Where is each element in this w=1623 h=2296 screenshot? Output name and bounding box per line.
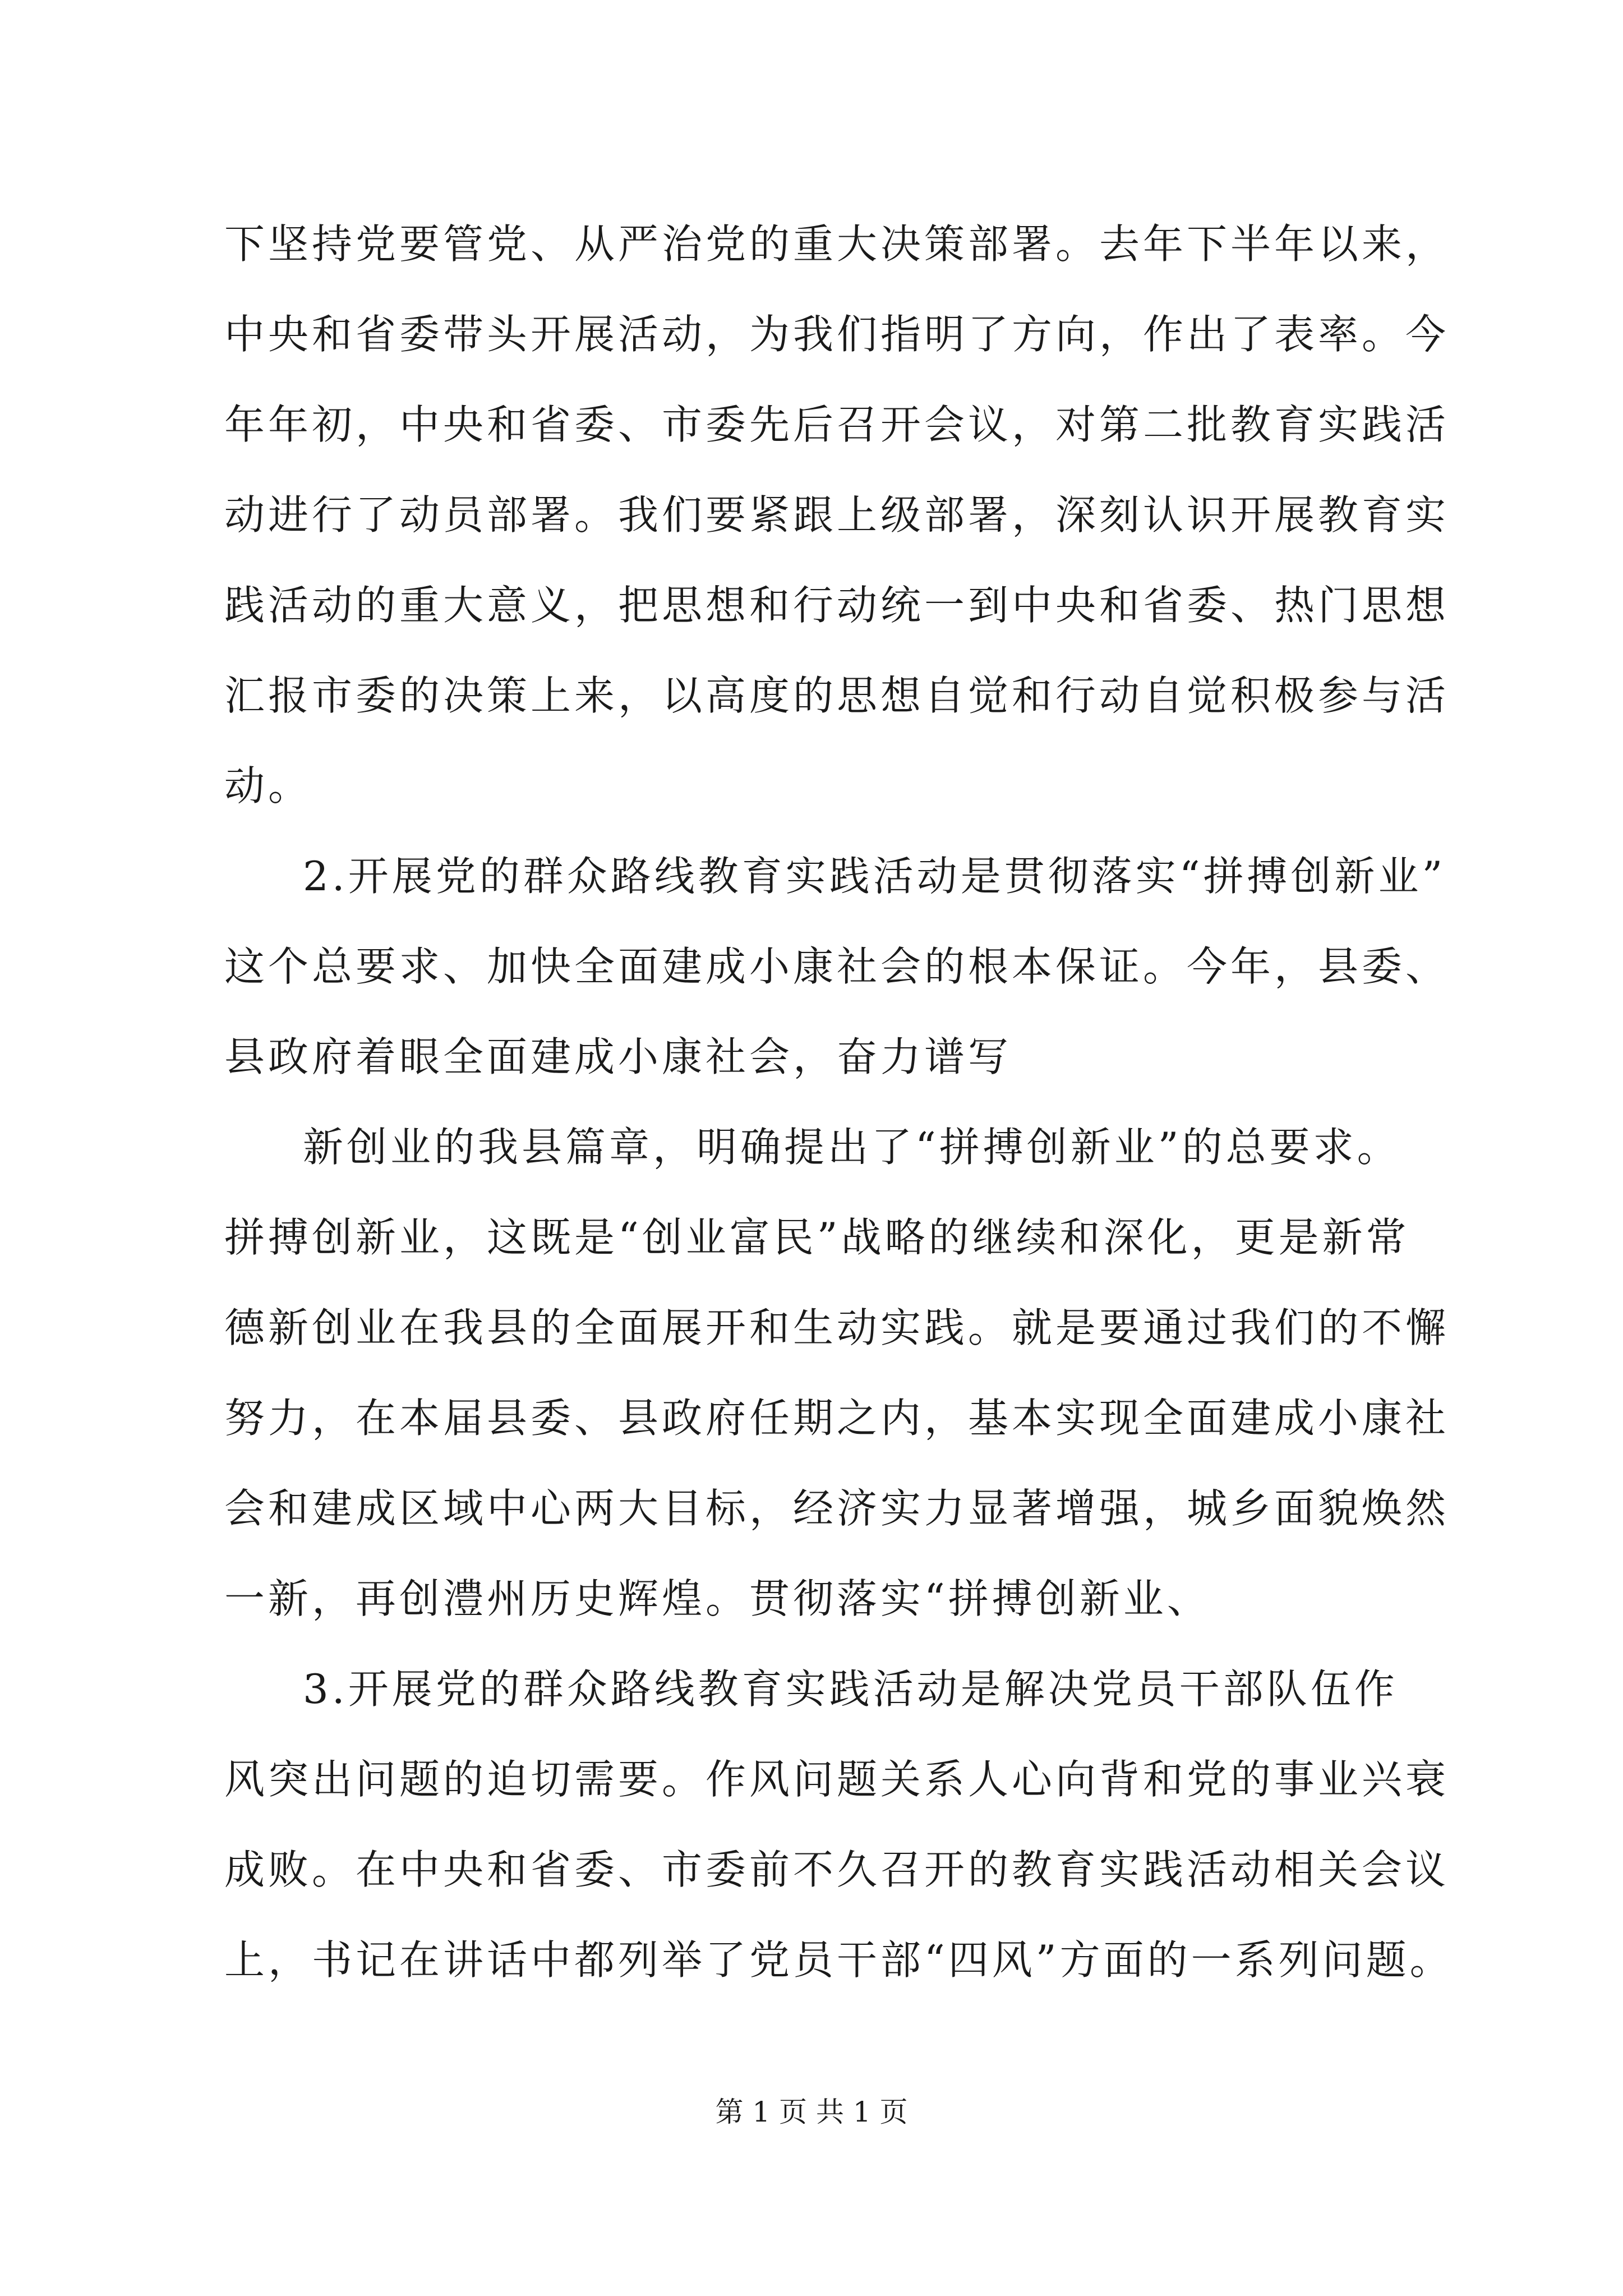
text-line: 3.开展党的群众路线教育实践活动是解决党员干部队伍作 bbox=[303, 1665, 1398, 1713]
text-line: 践活动的重大意义，把思想和行动统一到中央和省委、热门思想 bbox=[224, 582, 1450, 629]
text-line: 2.开展党的群众路线教育实践活动是贯彻落实“拼搏创新业” bbox=[303, 853, 1446, 900]
text-line: 会和建成区域中心两大目标，经济实力显著增强，城乡面貌焕然 bbox=[224, 1485, 1450, 1532]
text-line: 动进行了动员部署。我们要紧跟上级部署，深刻认识开展教育实 bbox=[224, 491, 1450, 539]
page-footer: 第 1 页 共 1 页 bbox=[715, 2096, 908, 2128]
text-line: 上，书记在讲话中都列举了党员干部“四风”方面的一系列问题。 bbox=[224, 1936, 1454, 1984]
text-line: 动。 bbox=[224, 762, 312, 809]
text-line: 努力，在本届县委、县政府任期之内，基本实现全面建成小康社 bbox=[224, 1395, 1450, 1442]
text-line: 拼搏创新业，这既是“创业富民”战略的继续和深化，更是新常 bbox=[224, 1214, 1410, 1261]
text-line: 德新创业在我县的全面展开和生动实践。就是要通过我们的不懈 bbox=[224, 1304, 1450, 1351]
text-line: 汇报市委的决策上来，以高度的思想自觉和行动自觉积极参与活 bbox=[224, 672, 1450, 719]
text-line: 一新，再创澧州历史辉煌。贯彻落实“拼搏创新业、 bbox=[224, 1575, 1211, 1622]
text-line: 县政府着眼全面建成小康社会，奋力谱写 bbox=[224, 1033, 1012, 1080]
text-line: 中央和省委带头开展活动，为我们指明了方向，作出了表率。今 bbox=[224, 311, 1450, 358]
text-line: 新创业的我县篇章，明确提出了“拼搏创新业”的总要求。 bbox=[303, 1124, 1401, 1171]
text-line: 风突出问题的迫切需要。作风问题关系人心向背和党的事业兴衰 bbox=[224, 1756, 1450, 1803]
text-line: 年年初，中央和省委、市委先后召开会议，对第二批教育实践活 bbox=[224, 401, 1450, 448]
text-line: 下坚持党要管党、从严治党的重大决策部署。去年下半年以来， bbox=[224, 220, 1450, 268]
text-line: 这个总要求、加快全面建成小康社会的根本保证。今年，县委、 bbox=[224, 943, 1450, 990]
text-line: 成败。在中央和省委、市委前不久召开的教育实践活动相关会议 bbox=[224, 1846, 1450, 1893]
